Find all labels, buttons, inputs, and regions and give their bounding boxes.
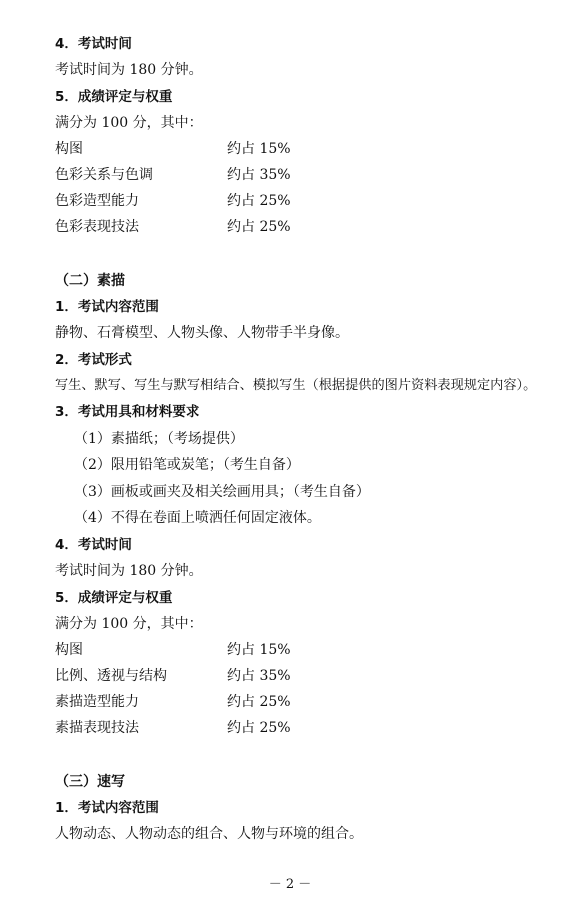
heading-exam-time: 4．考试时间 bbox=[55, 537, 132, 553]
weight-value: 约占 25% bbox=[227, 219, 291, 235]
list-item: （4）不得在卷面上喷洒任何固定液体。 bbox=[74, 510, 321, 526]
weight-label: 比例、透视与结构 bbox=[55, 668, 167, 684]
weight-value: 约占 15% bbox=[227, 141, 291, 157]
section-title-sketch: （二）素描 bbox=[55, 273, 125, 289]
weight-label: 构图 bbox=[55, 642, 83, 658]
weight-label: 色彩表现技法 bbox=[55, 219, 139, 235]
weight-value: 约占 25% bbox=[227, 193, 291, 209]
grading-total-text: 满分为 100 分，其中： bbox=[55, 115, 203, 131]
section-title-quick-sketch: （三）速写 bbox=[55, 774, 125, 790]
heading-grading: 5．成绩评定与权重 bbox=[55, 89, 173, 105]
content-scope-text: 人物动态、人物动态的组合、人物与环境的组合。 bbox=[55, 826, 363, 842]
heading-exam-time: 4．考试时间 bbox=[55, 36, 132, 52]
weight-value: 约占 35% bbox=[227, 167, 291, 183]
weight-label: 色彩造型能力 bbox=[55, 193, 139, 209]
content-scope-text: 静物、石膏模型、人物头像、人物带手半身像。 bbox=[55, 325, 349, 341]
exam-time-text: 考试时间为 180 分钟。 bbox=[55, 563, 203, 579]
heading-materials: 3．考试用具和材料要求 bbox=[55, 404, 200, 420]
list-item: （1）素描纸；（考场提供） bbox=[74, 431, 244, 447]
exam-form-text: 写生、默写、写生与默写相结合、模拟写生（根据提供的图片资料表现规定内容）。 bbox=[55, 378, 537, 393]
exam-time-text: 考试时间为 180 分钟。 bbox=[55, 62, 203, 78]
heading-grading: 5．成绩评定与权重 bbox=[55, 590, 173, 606]
list-item: （2）限用铅笔或炭笔；（考生自备） bbox=[74, 457, 300, 473]
weight-label: 色彩关系与色调 bbox=[55, 167, 153, 183]
heading-exam-form: 2．考试形式 bbox=[55, 352, 132, 368]
weight-value: 约占 25% bbox=[227, 694, 291, 710]
weight-label: 构图 bbox=[55, 141, 83, 157]
heading-content-scope: 1．考试内容范围 bbox=[55, 299, 159, 315]
weight-value: 约占 35% bbox=[227, 668, 291, 684]
page-number: － 2 － bbox=[268, 877, 312, 892]
heading-content-scope: 1．考试内容范围 bbox=[55, 800, 159, 816]
weight-value: 约占 15% bbox=[227, 642, 291, 658]
grading-total-text: 满分为 100 分，其中： bbox=[55, 616, 203, 632]
list-item: （3）画板或画夹及相关绘画用具；（考生自备） bbox=[74, 484, 370, 500]
weight-label: 素描表现技法 bbox=[55, 720, 139, 736]
weight-value: 约占 25% bbox=[227, 720, 291, 736]
weight-label: 素描造型能力 bbox=[55, 694, 139, 710]
